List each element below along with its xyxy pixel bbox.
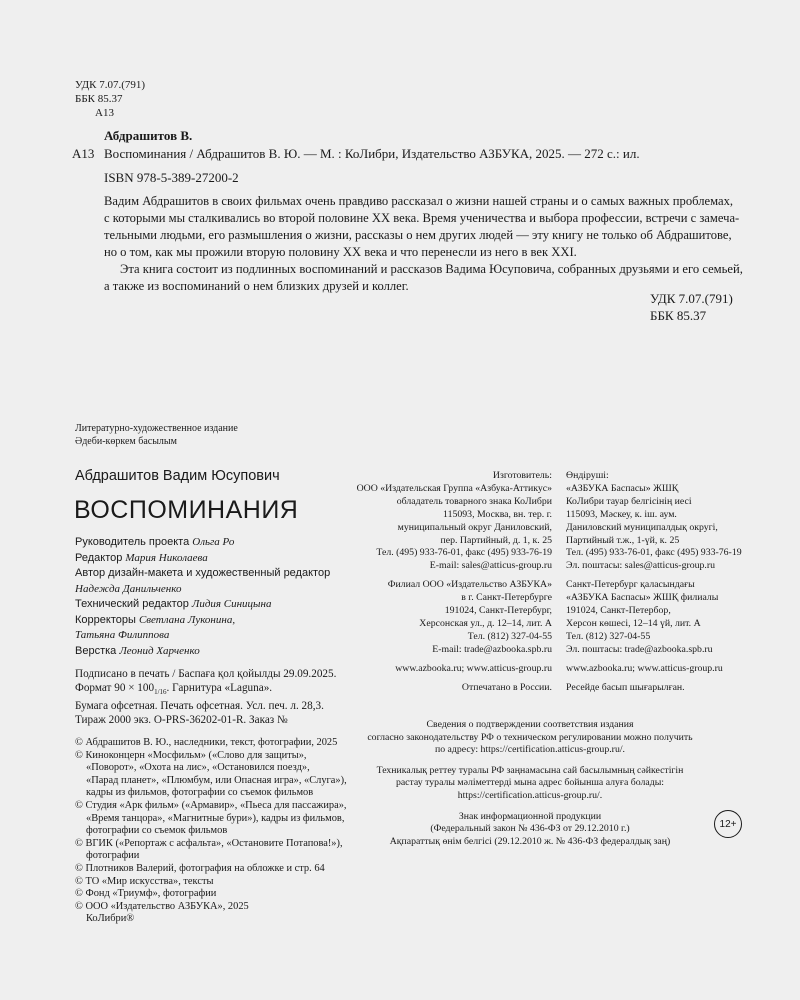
udk-code-right: УДК 7.07.(791) [650,291,733,306]
manufacturer-line: E-mail: sales@atticus-group.ru [429,560,552,572]
cert-kz-line: Техникалық реттеу туралы РФ заңнамасына сай басылымның сәйкестігін [376,764,684,776]
manufacturer-kz-line: КоЛибри тауар белгісінің иесі [566,495,692,507]
info-sign-line: Ақпараттық өнім белгісі (29.12.2010 ж. № 436-ФЗ федералдық заң) [389,835,671,847]
credit-name: Татьяна Филиппова [75,629,170,641]
branch-line: 191024, Санкт-Петербург, [444,605,552,617]
edition-type [75,422,238,448]
copyright-line: «Парад планет», «Плюмбум, или Опасная игра», «Слуга»), [86,774,347,786]
credit-role: Технический редактор [75,598,189,610]
format-b: . Гарнитура «Lagunа». [166,682,273,694]
branch-line: в г. Санкт-Петербурге [461,592,552,604]
format-line [75,681,336,699]
credit-row [75,535,330,551]
annotation-line: Эта книга состоит из подлинных воспоминаний и рассказов Вадима Юсуповича, собранных друзьями и его семьей, [120,262,743,276]
annotation [104,193,784,295]
copyright-line: © Студия «Арк фильм» («Армавир», «Пьеса для пассажира», [75,799,347,811]
codes-right [650,290,733,324]
copyright-line: © ООО «Издательство АЗБУКА», 2025 [75,900,249,912]
author-full-name: Абдрашитов Вадим Юсупович [75,468,280,484]
branch-line: Тел. (812) 327-04-55 [467,630,552,642]
credit-role: Редактор [75,551,123,564]
credit-name: Светлана Луконина, [138,613,236,626]
manufacturer-line: 115093, Москва, вн. тер. г. [443,508,552,520]
bib-author-heading: Абдрашитов В. [104,128,193,143]
manufacturer-kz-line: Партийный т.ж., 1-үй, к. 25 [566,534,680,546]
printed-kz-line: Ресейде басып шығарылған. [566,681,685,693]
printed-line: Отпечатано в России. [461,681,552,693]
manufacturer-line: ООО «Издательская Группа «Азбука-Аттикус» [356,482,552,494]
signed-date: Подписано в печать / Баспаға қол қойылды 29.09.2025. [75,668,337,680]
copyright-line: © Киноконцерн «Мосфильм» («Слово для защиты», [75,749,307,761]
manufacturer-kz-line: Тел. (495) 933-76-01, факс (495) 933-76-19 [566,547,742,559]
print-details [75,667,336,727]
annotation-line: с которыми мы сталкивались во второй половине XX века. Время ученичества и выбора профессии, встречи с замеча- [104,211,740,225]
credit-row [75,566,330,582]
edition-type-ru: Литературно-художественное издание [75,423,238,434]
cert-kz-line: растау туралы мәліметтерді мына адрес бойынша алуға болады: [395,777,665,789]
publisher-kz [566,470,796,695]
bib-mark: А13 [72,146,95,161]
branch-kz-line: «АЗБУКА Баспасы» ЖШҚ филиалы [566,592,719,604]
copyright-line: © Фонд «Триумф», фотографии [75,888,217,900]
branch-kz-line: Эл. поштасы: trade@azbooka.spb.ru [566,643,713,655]
certification [340,719,720,848]
branch-kz-line: 191024, Санкт-Петербор, [566,605,671,617]
credit-role: Верстка [75,644,117,657]
copyright-line: «Поворот», «Охота на лис», «Остановился поезд», [86,762,310,774]
credit-name: Лидия Синицына [191,598,272,610]
manufacturer-line: пер. Партийный, д. 1, к. 25 [440,534,552,546]
manufacturer-line: Тел. (495) 933-76-01, факс (495) 933-76-19 [376,547,552,559]
cert-ru-line: по адресу: https://certification.atticus-group.ru/. [434,744,626,756]
age-rating-badge: 12+ [714,810,742,838]
branch-line: Херсонская ул., д. 12–14, лит. А [419,617,552,629]
branch-line: Филиал ООО «Издательство АЗБУКА» [387,579,552,591]
manufacturer-kz-line: 115093, Мәскеу, к. іш. аум. [566,508,677,520]
publisher-ru [330,470,552,695]
credits [75,535,330,659]
credit-name: Ольга Ро [192,536,235,548]
manufacturer-line: муниципальный округ Даниловский, [397,521,552,533]
copyright-line: © ТО «Мир искусства», тексты [75,875,214,887]
credit-role: Корректоры [75,613,136,626]
credit-name: Надежда Данильченко [75,582,182,595]
manufacturer-kz-line: Даниловский муниципалдық округі, [566,521,718,533]
cert-ru-line: согласно законодательству РФ о техническом регулировании можно получить [367,731,693,743]
credit-row [75,644,330,660]
annotation-line: тельными людьми, его размышления о жизни, рассказы о нем других людей — эту книгу не только об Абдрашитове, [104,228,732,242]
web-line: www.azbooka.ru; www.atticus-group.ru [395,662,552,674]
annotation-line: а также из воспоминаний о нем близких друзей и коллег. [104,279,409,293]
format-a: Формат 90 × 100 [75,682,155,694]
author-mark-top: А13 [95,107,114,119]
copyright-line: кадры из фильмов, фотографии со съемок фильмов [86,787,314,799]
branch-kz-line: Херсон көшесі, 12–14 үй, лит. А [566,617,701,629]
copyright-line: фотографии со съемок фильмов [86,825,228,837]
copyright-line: фотографии [86,850,140,862]
annotation-line: Вадим Абдрашитов в своих фильмах очень правдиво рассказал о жизни нашей страны и о самых важных проблемах, [104,194,734,208]
bbk-code-right: ББК 85.37 [650,308,707,323]
info-sign-line: Знак информационной продукции [458,810,602,822]
copyright-line: КоЛибри® [86,913,135,925]
manufacturer-label-kz: Өндіруші: [566,470,609,481]
copyright-line: «Время танцора», «Магнитные бури»), кадры из фильмов, [86,812,345,824]
udk-code-top: УДК 7.07.(791) [75,79,146,91]
manufacturer-kz-line: Эл. поштасы: sales@atticus-group.ru [566,560,716,572]
book-title: ВОСПОМИНАНИЯ [74,496,299,524]
credit-row [75,551,330,567]
top-codes [75,78,145,120]
copyrights [75,737,347,926]
credit-role: Руководитель проекта [75,536,190,548]
bbk-code-top: ББК 85.37 [75,93,123,105]
credit-role: Автор дизайн-макета и художественный редактор [75,567,331,579]
manufacturer-line: обладатель товарного знака КоЛибри [396,495,552,507]
run-line: Тираж 2000 экз. О-PRS-36202-01-R. Заказ № [75,714,288,727]
copyright-line: © ВГИК («Репортаж с асфальта», «Остановите Потапова!»), [75,837,343,849]
annotation-line: но о том, как мы прожили вторую половину XX века и что перенесли из него в век XXI. [104,245,577,259]
cert-kz-line: https://certification.atticus-group.ru/. [457,789,603,801]
branch-kz-line: Тел. (812) 327-04-55 [566,630,651,642]
manufacturer-label: Изготовитель: [492,470,552,481]
credit-name: Леонид Харченко [119,644,200,657]
cert-ru-line: Сведения о подтверждении соответствия издания [426,719,634,730]
manufacturer-kz-line: «АЗБУКА Баспасы» ЖШҚ [566,482,679,494]
branch-kz-line: Санкт-Петербург қаласындағы [566,579,695,591]
branch-line: E-mail: trade@azbooka.spb.ru [432,643,552,655]
copyright-line: © Абдрашитов В. Ю., наследники, текст, фотографии, 2025 [75,737,338,748]
edition-type-kz: Әдеби-көркем басылым [75,436,177,447]
credit-row [75,597,330,613]
web-kz-line: www.azbooka.ru; www.atticus-group.ru [566,662,723,674]
bib-record: Воспоминания / Абдрашитов В. Ю. — М. : КоЛибри, Издательство АЗБУКА, 2025. — 272 с.: ил. [104,146,640,161]
info-sign-line: (Федеральный закон № 436-ФЗ от 29.12.2010 г.) [430,823,630,835]
isbn: ISBN 978-5-389-27200-2 [104,170,239,185]
credit-name: Мария Николаева [125,551,208,564]
paper-line: Бумага офсетная. Печать офсетная. Усл. печ. л. 28,3. [75,700,324,713]
credit-row [75,613,330,629]
format-frac: 1/16 [154,688,167,697]
copyright-line: © Плотников Валерий, фотография на обложке и стр. 64 [75,862,325,874]
